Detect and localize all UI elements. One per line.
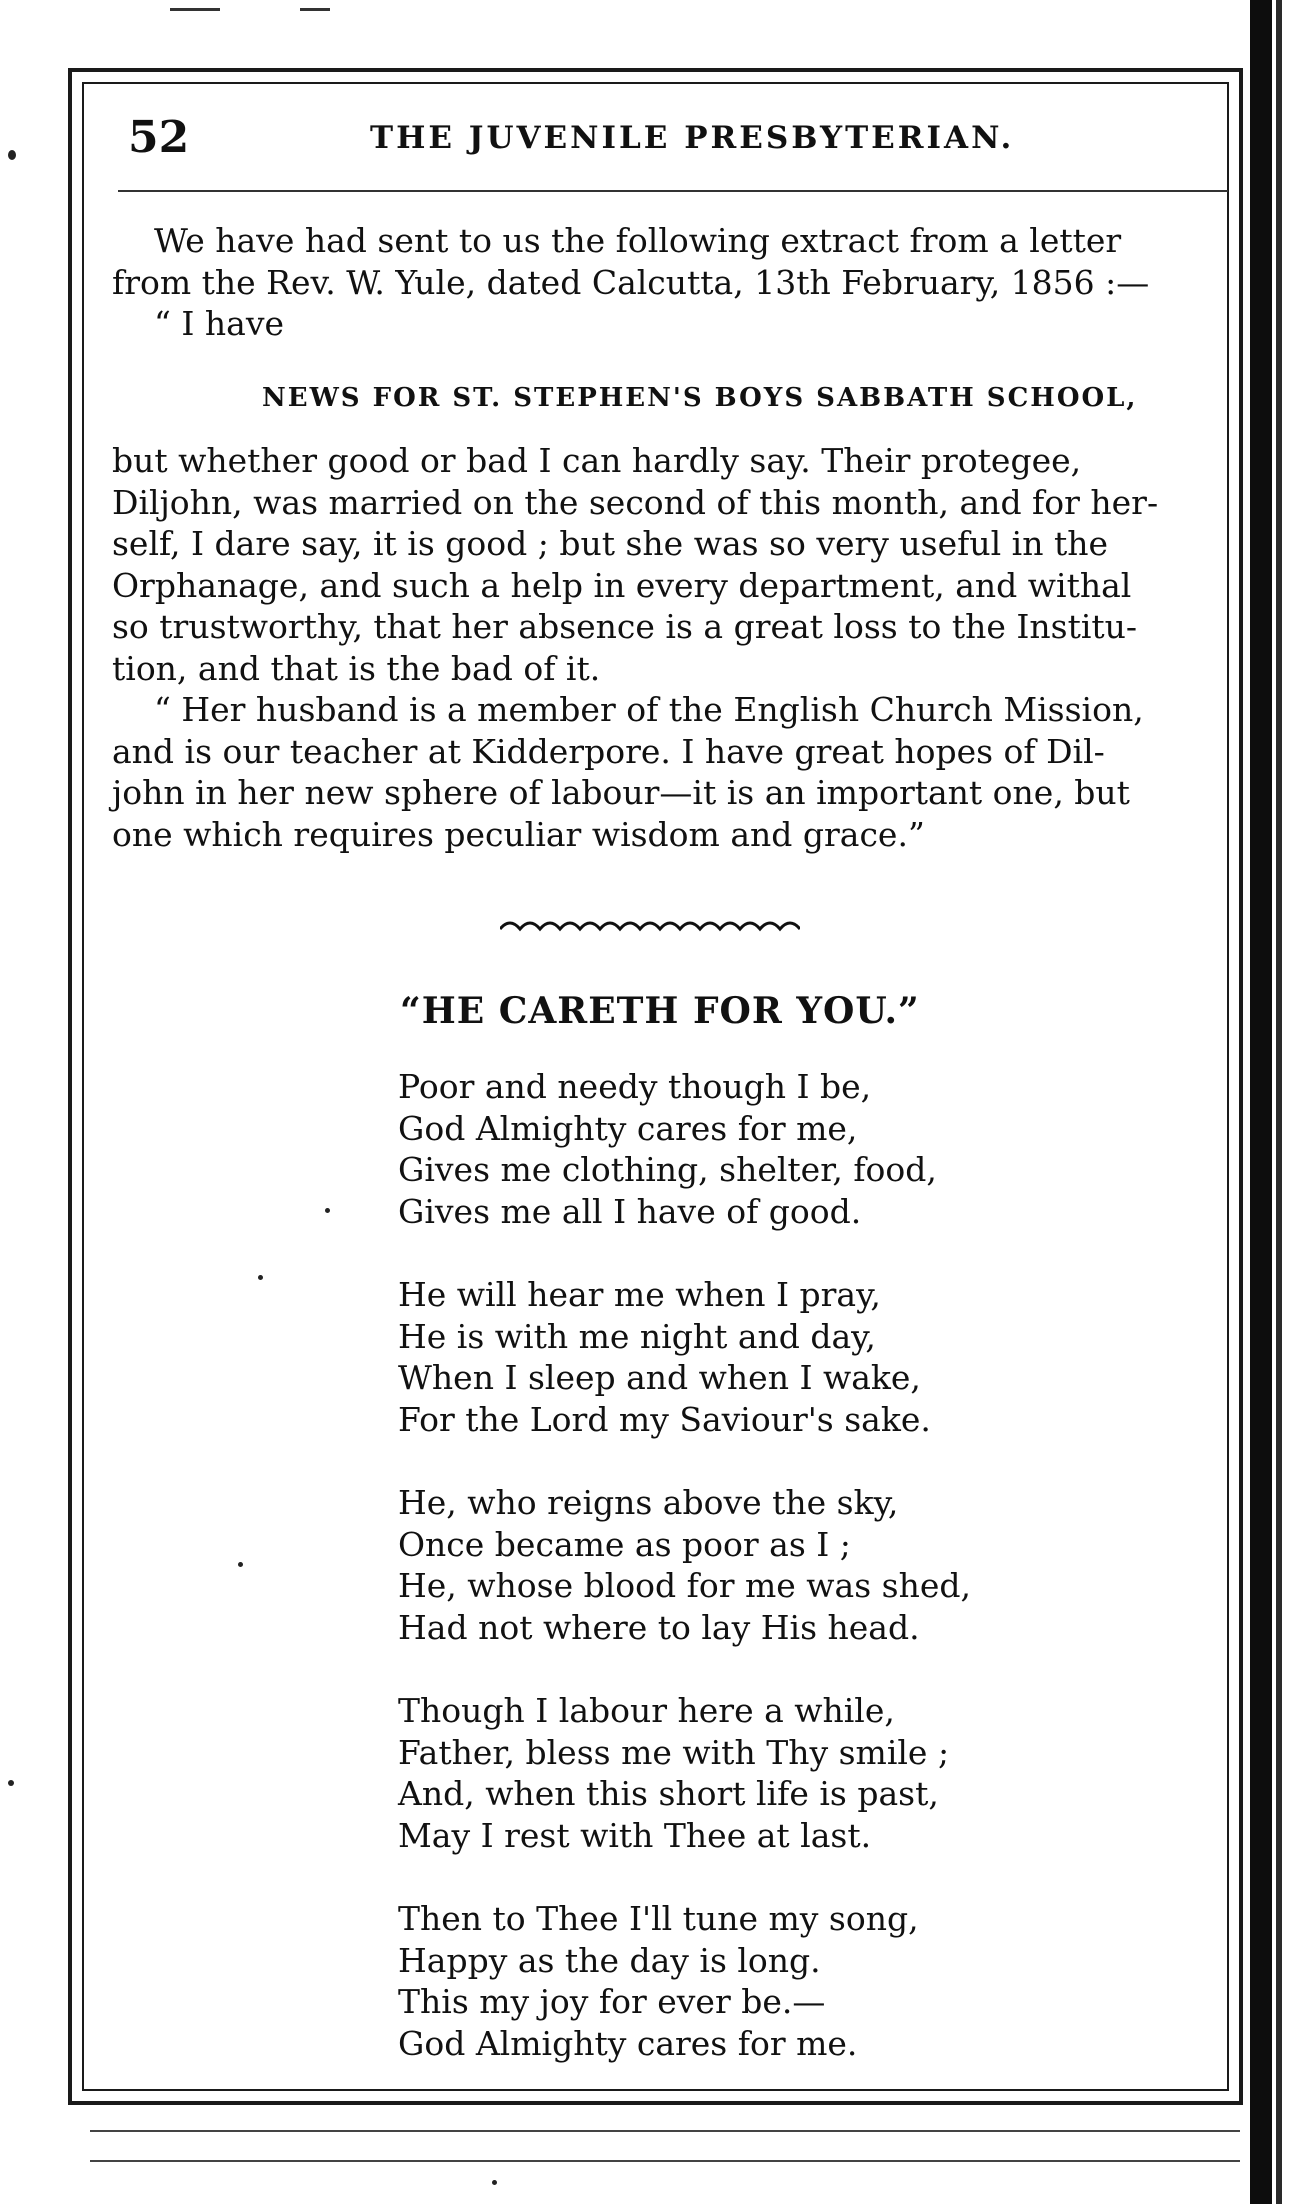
text-line: one which requires peculiar wisdom and grace.”: [112, 814, 925, 854]
letter-paragraph: [112, 689, 1232, 855]
poem-line: And, when this short life is past,: [398, 1774, 939, 1813]
poem-line: Gives me clothing, shelter, food,: [398, 1150, 937, 1189]
text-line: We have had sent to us the following extract from a letter: [154, 221, 1122, 260]
poem-line: Poor and needy though I be,: [398, 1067, 872, 1106]
section-ornament: [500, 915, 800, 939]
poem-stanza: [398, 1690, 971, 1856]
top-edge-dash: [300, 8, 330, 11]
poem-line: Then to Thee I'll tune my song,: [398, 1899, 919, 1938]
page-header: [120, 112, 1200, 172]
text-line: but whether good or bad I can hardly say. Their protegee,: [112, 441, 1082, 480]
poem-line: Happy as the day is long.: [398, 1940, 821, 1980]
poem-stanza: [398, 1274, 971, 1440]
poem-stanza: [398, 1066, 971, 1232]
text-line: and is our teacher at Kidderpore. I have great hopes of Dil-: [112, 731, 1105, 771]
section-subheading: NEWS FOR ST. STEPHEN'S BOYS SABBATH SCHOOL,: [262, 383, 1138, 413]
page-number: 52: [128, 112, 190, 163]
top-edge-dash: [170, 8, 220, 11]
poem-line: May I rest with Thee at last.: [398, 1815, 872, 1855]
binding-edge: [1276, 0, 1282, 2204]
poem-line: This my joy for ever be.—: [398, 1982, 826, 2021]
poem-line: He, whose blood for me was shed,: [398, 1566, 971, 1605]
poem-line: God Almighty cares for me.: [398, 2023, 858, 2063]
speck: [8, 150, 16, 160]
poem-title: “HE CARETH FOR YOU.”: [400, 990, 920, 1032]
poem-line: Father, bless me with Thy smile ;: [398, 1732, 950, 1772]
binding-edge: [1250, 0, 1272, 2204]
poem-line: Though I labour here a while,: [398, 1691, 895, 1730]
poem-line: God Almighty cares for me,: [398, 1108, 858, 1148]
text-line: tion, and that is the bad of it.: [112, 648, 601, 688]
text-line: john in her new sphere of labour—it is an important one, but: [112, 773, 1130, 812]
text-line: Diljohn, was married on the second of this month, and for her-: [112, 482, 1159, 522]
speck: [8, 1780, 14, 1786]
letter-paragraph: [112, 440, 1232, 689]
text-line: “ I have: [154, 304, 284, 343]
poem-stanza: [398, 1898, 971, 2064]
speck: [325, 1208, 330, 1213]
poem-line: Had not where to lay His head.: [398, 1607, 920, 1647]
speck: [238, 1562, 243, 1567]
poem-line: Once became as poor as I ;: [398, 1524, 851, 1564]
text-line: self, I dare say, it is good ; but she was so very useful in the: [112, 524, 1108, 563]
poem-line: He, who reigns above the sky,: [398, 1483, 899, 1522]
bottom-edge-dash: [90, 2160, 1240, 2162]
text-line: Orphanage, and such a help in every department, and withal: [112, 565, 1132, 605]
intro-paragraph: [112, 220, 1232, 345]
poem: [398, 1066, 971, 2106]
text-line: so trustworthy, that her absence is a great loss to the Institu-: [112, 607, 1138, 646]
letter-body: [112, 440, 1232, 855]
text-line: “ Her husband is a member of the English Church Mission,: [154, 690, 1144, 729]
text-line: from the Rev. W. Yule, dated Calcutta, 13th February, 1856 :—: [112, 262, 1150, 302]
poem-line: Gives me all I have of good.: [398, 1191, 862, 1231]
poem-stanza: [398, 1482, 971, 1648]
poem-line: For the Lord my Saviour's sake.: [398, 1399, 931, 1439]
speck: [492, 2180, 497, 2185]
speck: [258, 1275, 263, 1280]
poem-line: When I sleep and when I wake,: [398, 1358, 921, 1397]
running-title: THE JUVENILE PRESBYTERIAN.: [370, 120, 1015, 156]
poem-line: He will hear me when I pray,: [398, 1275, 881, 1314]
poem-line: He is with me night and day,: [398, 1316, 876, 1356]
header-rule: [118, 190, 1228, 192]
bottom-edge-dash: [90, 2130, 1240, 2132]
